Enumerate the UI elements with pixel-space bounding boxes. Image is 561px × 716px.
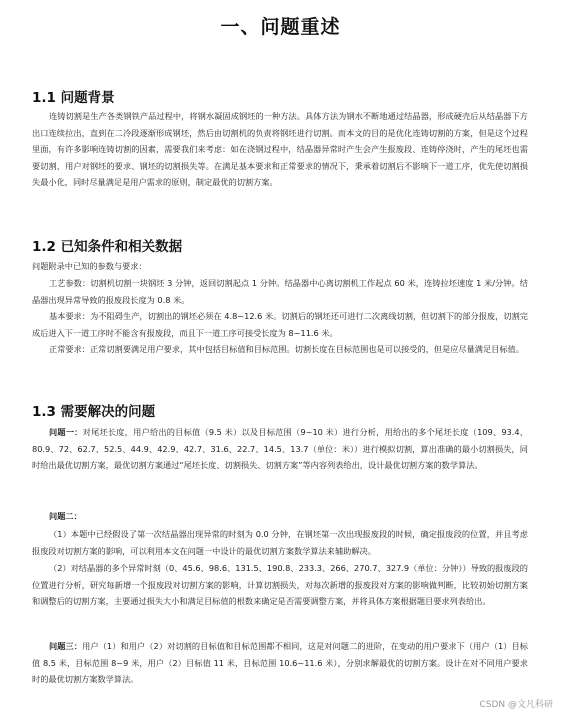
process-parameters-paragraph	[32, 275, 528, 308]
basic-requirements-text: 为不阻碍生产，切割出的钢坯必须在 4.8~12.6 米。切割后的钢坯还可进行二次离线切割，但切割下的部分报废，切割完成后进入下一道工序时不能含有报废段，而且下一道工序可接受长度为 8~11.6 米。	[32, 311, 528, 338]
process-parameters-label: 工艺参数：	[49, 278, 91, 288]
problem-one-text: 对尾坯长度，用户给出的目标值（9.5 米）以及目标范围（9~10 米）进行分析，用给出的多个尾坯长度（109、93.4、80.9、72、62.7、52.5、44.9、42.9、42.7、31.6、22.7、14.5、13.7（单位：米））进行模拟切割，算出准确的最小切割损失，同时给出最优切割方案，最优切割方案通过“尾坯长度、切割损失、切割方案”等内容列表给出，设计最优切割方案的数学算法。	[32, 427, 528, 471]
normal-requirements-text: 正常切割要满足用户要求，其中包括目标值和目标范围。切割长度在目标范围也是可以接受的，但是应尽量满足目标值。	[89, 344, 524, 354]
problem-three-label: 问题三：	[49, 641, 83, 651]
section-heading-known-conditions: 1.2 已知条件和相关数据	[32, 239, 183, 255]
problem-three-text: 用户（1）和用户（2）对切割的目标值和目标范围都不相同，这是对问题二的进阶，在变动的用户要求下（用户（1）目标值 8.5 米，目标范围 8~9 米，用户（2）目标值 11 米，目标范围 10.6~11.6 米），分别求解最优的切割方案。设计在对不同用户要求时的最优切割方案数学算法。	[32, 641, 528, 685]
problem-two-part-two: （2）对结晶器的多个异常时刻（0、45.6、98.6、131.5、190.8、233.3、266、270.7、327.9（单位：分钟））导致的报废段的位置进行分析，研究每新增一个报废段对切割方案的影响，计算切割损失，对每次新增的报废段对方案的影响做判断，比较初始切割方案和调整后的切割方案，主要通过损失大小和满足目标值的根数来确定是否需要调整方案，并将具体方案根据题目要求列表给出。	[32, 563, 528, 607]
problem-three-paragraph	[32, 638, 528, 688]
normal-requirements-label: 正常要求：	[49, 344, 90, 354]
known-conditions-intro: 问题附录中已知的参数与要求：	[32, 261, 147, 271]
basic-requirements-label: 基本要求：	[49, 311, 91, 321]
page-title: 一、问题重述	[220, 16, 341, 38]
problem-two-label: 问题二：	[49, 511, 82, 521]
process-parameters-text: 切割机切割一块钢坯 3 分钟，返回切割起点 1 分钟。结晶器中心离切割机工作起点 60 米，连铸拉坯速度 1 米/分钟。结晶器出现异常导致的报废段长度为 0.8 米。	[32, 278, 528, 305]
section-heading-background: 1.1 问题背景	[32, 90, 115, 106]
background-paragraph: 连铸切割是生产各类钢铁产品过程中，将钢水凝固成钢坯的一种方法。具体方法为钢水不断地通过结晶器，形成硬壳后从结晶器下方出口连续拉出，直到在二冷段逐渐形成钢坯，然后由切割机的负责将钢坯进行切割。而本文的目的是优化连铸切割的方案，但是这个过程里面，有许多影响连铸切割的因素，需要我们来考虑：如在浇钢过程中，结晶器异常时产生会产生报废段、连铸停浇时，产生的尾坯也需要切割、用户对钢坯的要求、钢坯的切割损失等。在满足基本要求和正常要求的情况下，秉承着切割后不影响下一道工序，优先使切割损失最小化，同时尽量满足是用户需求的原则，制定最优的切割方案。	[32, 111, 528, 188]
section-heading-problems: 1.3 需要解决的问题	[32, 404, 156, 420]
normal-requirements-paragraph	[32, 341, 528, 358]
problem-one-label: 问题一：	[49, 427, 83, 437]
problem-one-paragraph	[32, 424, 528, 474]
csdn-watermark: CSDN @文凡科研	[479, 700, 553, 710]
basic-requirements-paragraph	[32, 308, 528, 341]
problem-two-part-one: （1）本题中已经假设了第一次结晶器出现异常的时刻为 0.0 分钟，在钢坯第一次出现报废段的时候，确定报废段的位置，并且考虑报废段对切割方案的影响，可以利用本文在问题一中设计的最优切割方案数学算法来辅助解决。	[32, 529, 528, 556]
